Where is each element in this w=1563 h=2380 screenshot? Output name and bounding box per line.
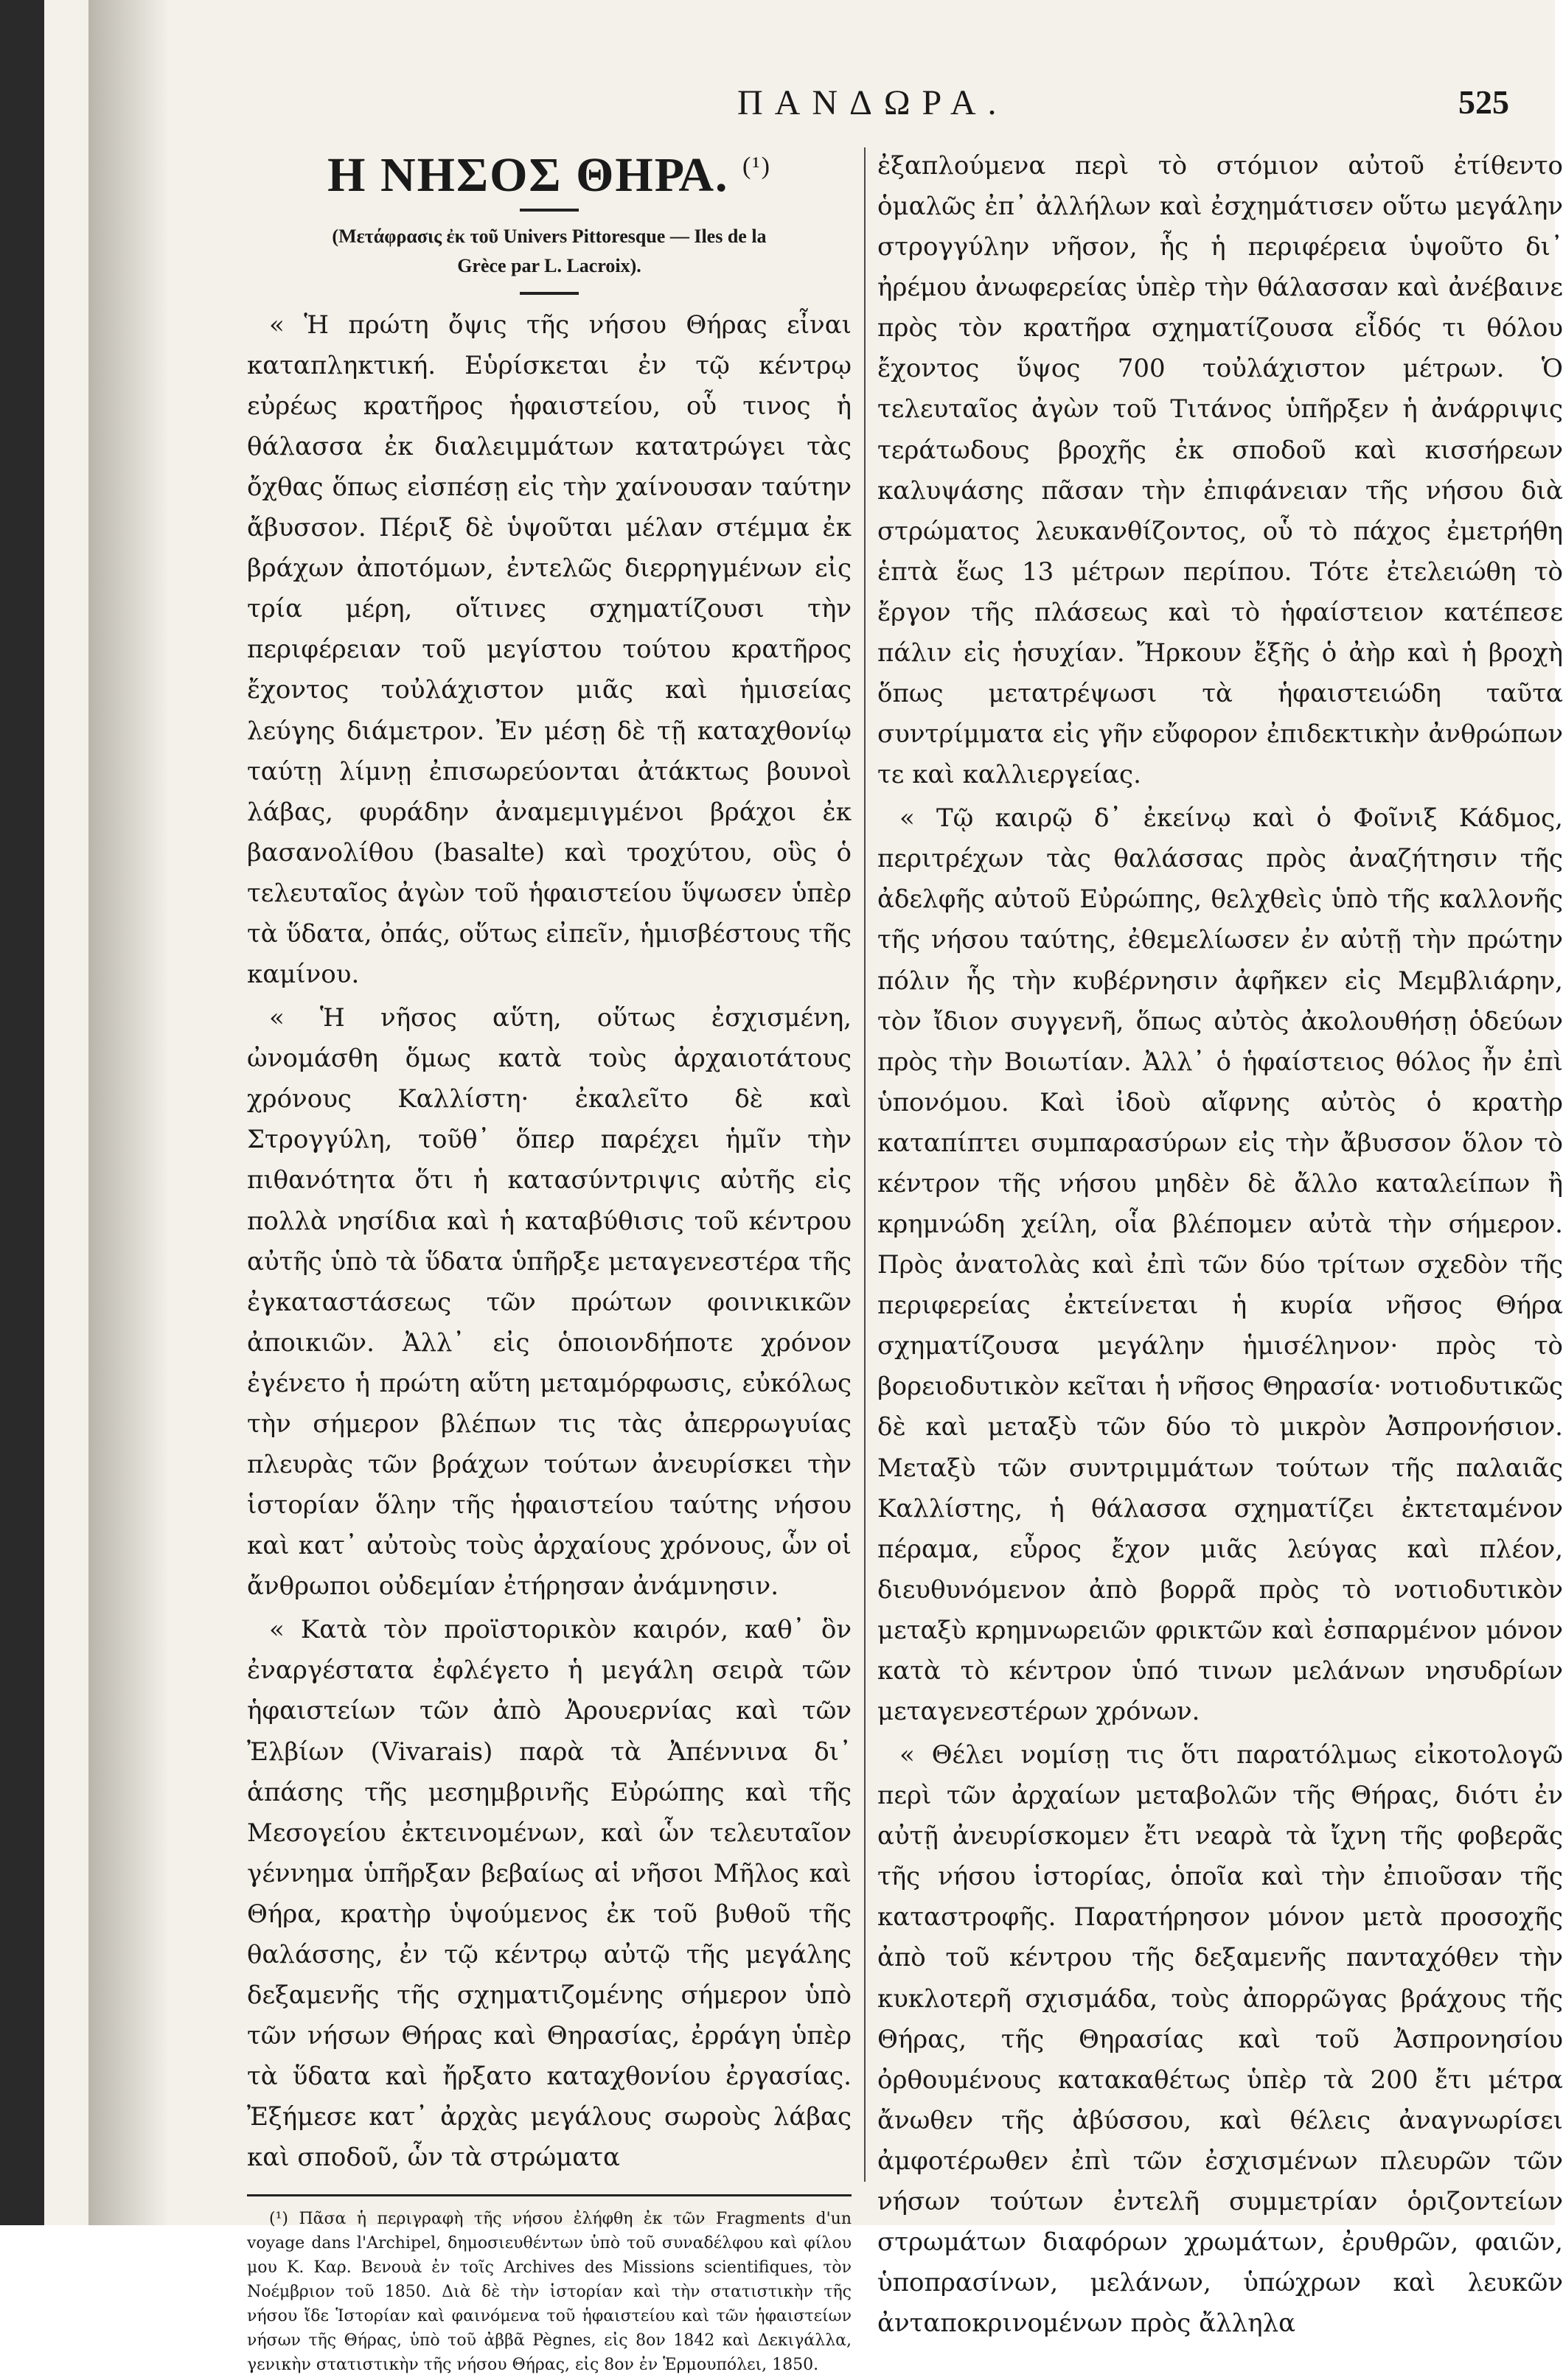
article-title-text: Η ΝΗΣΟΣ ΘΗΡΑ. <box>327 148 729 202</box>
right-column <box>877 146 1563 2347</box>
page-number: 525 <box>1458 83 1509 121</box>
column-divider <box>864 147 866 2182</box>
paragraph: ἐξαπλούμενα περὶ τὸ στόμιον αὐτοῦ ἐτίθεντο ὁμαλῶς ἐπ᾽ ἀλλήλων καὶ ἐσχημάτισεν οὕτω μεγάλην στρογγύλην νῆσον, ἧς ἡ περιφέρεια ὑψοῦτο δι᾽ ἠρέμου ἀνωφερείας ὑπὲρ τὴν θάλασσαν καὶ ἀνέβαινε πρὸς τὸν κρατῆρα σχηματίζουσα εἶδός τι θόλου ἔχοντος ὕψος 700 τοὐλάχιστον μέτρων. Ὁ τελευταῖος ἀγὼν τοῦ Τιτάνος ὑπῆρξεν ἡ ἀνάρριψις τεράτωδους βροχῆς ἐκ σποδοῦ καὶ κισσήρεων καλυψάσης πᾶσαν τὴν ἐπιφάνειαν τῆς νήσου διὰ στρώματος λευκανθίζοντος, οὗ τὸ πάχος ἐμετρήθη ἑπτὰ ἕως 13 μέτρων περίπου. Τότε ἐτελειώθη τὸ ἔργον τῆς πλάσεως καὶ τὸ ἡφαίστειον κατέπεσε πάλιν εἰς ἡσυχίαν. Ἤρκουν ἔξῆς ὁ ἀὴρ καὶ ἡ βροχὴ ὅπως μετατρέψωσι τὰ ἡφαιστειώδη ταῦτα συντρίμματα εἰς γῆν εὔφορον ἐπιδεκτικὴν ἀνθρώπων τε καὶ καλλιεργείας. <box>877 151 1563 790</box>
article-subtitle <box>247 222 852 282</box>
paragraph: « Τῷ καιρῷ δ᾽ ἐκείνῳ καὶ ὁ Φοῖνιξ Κάδμος, περιτρέχων τὰς θαλάσσας πρὸς ἀναζήτησιν τῆς ἀδελφῆς αὐτοῦ Εὐρώπης, θελχθεὶς ὑπὸ τῆς καλλονῆς τῆς νήσου ταύτης, ἐθεμελίωσεν ἐν αὐτῇ τὴν πρώτην πόλιν ἧς τὴν κυβέρνησιν ἀφῆκεν εἰς Μεμβλιάρην, τὸν ἴδιον συγγενῆ, ὅπως αὐτὸς ἀκολουθήσῃ ὁδεύων πρὸς τὴν Βοιωτίαν. Ἀλλ᾽ ὁ ἡφαίστειος θόλος ἦν ἐπὶ ὑπονόμου. Καὶ ἰδοὺ αἴφνης αὐτὸς ὁ κρατὴρ καταπίπτει συμπαρασύρων εἰς τὴν ἄβυσσον ὅλον τὸ κέντρον τῆς νήσου μηδὲν δὲ ἄλλο καταλείπων ἢ κρημνώδη χείλη, οἷα βλέπομεν αὐτὰ τὴν σήμερον. Πρὸς ἀνατολὰς καὶ ἐπὶ τῶν δύο τρίτων σχεδὸν τῆς περιφερείας ἐκτείνεται ἡ κυρία νῆσος Θήρα σχηματίζουσα μεγάλην ἡμισέληνον· πρὸς τὸ βορειοδυτικὸν κεῖται ἡ νῆσος Θηρασία· νοτιοδυτικῶς δὲ καὶ μεταξὺ τῶν δύο τὸ μικρὸν Ἀσπρονήσιον. Μεταξὺ τῶν συντριμμάτων τούτων τῆς παλαιᾶς Καλλίστης, ἡ θάλασσα σχηματίζει ἐκτεταμένον πέραμα, εὖρος ἔχον μιᾶς λεύγας καὶ πλέον, διευθυνόμενον ἀπὸ βορρᾶ πρὸς τὸ νοτιοδυτικὸν μεταξὺ κρημνωρειῶν φρικτῶν καὶ ἐσπαρμένον μόνον κατὰ τὸ κέντρον ὑπό τινων μελάνων νησυδρίων μεταγενεστέρων χρόνων. <box>877 803 1563 1726</box>
binding-shadow <box>88 0 170 2225</box>
subtitle-line: Grèce par L. Lacroix). <box>457 255 641 277</box>
paragraph: « Κατὰ τὸν προϊστορικὸν καιρόν, καθ᾽ ὃν ἐναργέστατα ἐφλέγετο ἡ μεγάλη σειρὰ τῶν ἡφαιστείων τῶν ἀπὸ Ἀρουερνίας καὶ τῶν Ἐλβίων (Vivarais) παρὰ τὰ Ἀπέννινα δι᾽ ἁπάσης τῆς μεσημβρινῆς Εὐρώπης καὶ τῆς Μεσογείου ἐκτεινομένων, καὶ ὧν τελευταῖον γέννημα ὑπῆρξαν βεβαίως αἱ νῆσοι Μῆλος καὶ Θήρα, κρατὴρ ὑψούμενος ἐκ τοῦ βυθοῦ τῆς θαλάσσης, ἐν τῷ κέντρῳ αὐτῷ τῆς μεγάλης δεξαμενῆς τῆς σχηματιζομένης σήμερον ὑπὸ τῶν νήσων Θήρας καὶ Θηρασίας, ἐρράγη ὑπὲρ τὰ ὕδατα καὶ ἤρξατο καταχθονίου ἐργασίας. Ἐξήμεσε κατ᾽ ἀρχὰς μεγάλους σωροὺς λάβας καὶ σποδοῦ, ὧν τὰ στρώματα <box>247 1615 852 2173</box>
paragraph: « Ἡ νῆσος αὕτη, οὕτως ἐσχισμένη, ὠνομάσθη ὅμως κατὰ τοὺς ἀρχαιοτάτους χρόνους Καλλίστη· ἐκαλεῖτο δὲ καὶ Στρογγύλη, τοῦθ᾽ ὅπερ παρέχει ἡμῖν τὴν πιθανότητα ὅτι ἡ κατασύντριψις αὐτῆς εἰς πολλὰ νησίδια καὶ ἡ καταβύθισις τοῦ κέντρου αὐτῆς ὑπὸ τὰ ὕδατα ὑπῆρξε μεταγενεστέρα τῆς ἐγκαταστάσεως τῶν πρώτων φοινικικῶν ἀποικιῶν. Ἀλλ᾽ εἰς ὁποιονδήποτε χρόνον ἐγένετο ἡ πρώτη αὕτη μεταμόρφωσις, εὐκόλως τὴν σήμερον βλέπων τις τὰς ἀπερρωγυίας πλευρὰς τῶν βράχων τούτων ἀνευρίσκει τὴν ἱστορίαν ὅλην τῆς ἡφαιστείου ταύτης νήσου καὶ κατ᾽ αὐτοὺς τοὺς ἀρχαίους χρόνους, ὧν οἱ ἄνθρωποι οὐδεμίαν ἐτήρησαν ἀνάμνησιν. <box>247 1003 852 1602</box>
title-footnote-marker: (¹) <box>742 153 771 180</box>
left-column <box>247 146 852 2380</box>
running-title: ΠΑΝΔΩΡΑ. <box>737 83 1009 122</box>
footnote-rule <box>247 2194 852 2196</box>
article-title <box>247 146 852 204</box>
paragraph: « Θέλει νομίσῃ τις ὅτι παρατόλμως εἰκοτολογῶ περὶ τῶν ἀρχαίων μεταβολῶν τῆς Θήρας, διότι ἐν αὐτῇ ἀνευρίσκομεν ἔτι νεαρὰ τὰ ἴχνη τῆς φοβερᾶς τῆς νήσου ἱστορίας, ὁποῖα καὶ τὴν ἐπιοῦσαν τῆς καταστροφῆς. Παρατήρησον μόνον μετὰ προσοχῆς ἀπὸ τοῦ κέντρου τῆς δεξαμενῆς πανταχόθεν τὴν κυκλοτερῆ σχισμάδα, τοὺς ἀπορρῶγας βράχους τῆς Θήρας, τῆς Θηρασίας καὶ τοῦ Ἀσπρονησίου ὀρθουμένους κατακαθέτως ὑπὲρ τὰ 200 ἔτι μέτρα ἄνωθεν τῆς ἀβύσσου, καὶ θέλεις ἀναγνωρίσει ἀμφοτέρωθεν ἐπὶ τῶν ἐσχισμένων πλευρῶν τῶν νήσων τούτων ἐντελῆ συμμετρίαν ὁριζοντείων στρωμάτων διαφόρων χρωμάτων, ἐρυθρῶν, φαιῶν, ὑποπρασίνων, μελάνων, ὑπώχρων καὶ λευκῶν ἀνταποκρινομένων πρὸς ἄλληλα <box>877 1740 1563 2339</box>
footnote: (¹) Πᾶσα ἡ περιγραφὴ τῆς νήσου ἐλήφθη ἐκ τῶν Fragments d'un voyage dans l'Archipel, δημοσιευθέντων ὑπὸ τοῦ συναδέλφου καὶ φίλου μου Κ. Καρ. Βενουὰ ἐν τοῖς Archives des Missions scientifiques, τὸν Νοέμβριον τοῦ 1850. Διὰ δὲ τὴν ἱστορίαν καὶ τὴν στατιστικὴν τῆς νήσου ἴδε Ἱστορίαν καὶ φαινόμενα τοῦ ἡφαιστείου καὶ τῶν ἡφαιστείων νήσων τῆς Θήρας, ὑπὸ τοῦ ἀββᾶ Pègnes, εἰς 8ον 1842 καὶ Δεκιγάλλα, γενικὴν στατιστικὴν τῆς νήσου Θήρας, εἰς 8ον ἐν Ἑρμουπόλει, 1850. <box>247 2210 852 2375</box>
subtitle-rule <box>520 292 579 295</box>
title-rule <box>520 209 579 212</box>
subtitle-line: (Μετάφρασις ἐκ τοῦ Univers Pittoresque — Iles de la <box>332 226 767 248</box>
paragraph: « Ἡ πρώτη ὄψις τῆς νήσου Θήρας εἶναι καταπληκτική. Εὑρίσκεται ἐν τῷ κέντρῳ εὐρέως κρατῆρος ἡφαιστείου, οὗ τινος ἡ θάλασσα ἐκ διαλειμμάτων κατατρώγει τὰς ὄχθας ὅπως εἰσπέσῃ εἰς τὴν χαίνουσαν ταύτην ἄβυσσον. Πέριξ δὲ ὑψοῦται μέλαν στέμμα ἐκ βράχων ἀποτόμων, ἐντελῶς διερρηγμένων εἰς τρία μέρη, οἵτινες σχηματίζουσι τὴν περιφέρειαν τοῦ μεγίστου τούτου κρατῆρος ἔχοντος τοὐλάχιστον μιᾶς καὶ ἡμισείας λεύγης διάμετρον. Ἐν μέσῃ δὲ τῇ καταχθονίῳ ταύτῃ λίμνῃ ἐπισωρεύονται ἀτάκτως βουνοὶ λάβας, φυράδην ἀναμεμιγμένοι βράχοι ἐκ βασανολίθου (basalte) καὶ τροχύτου, οὓς ὁ τελευταῖος ἀγὼν τοῦ ἡφαιστείου ὕψωσεν ὑπὲρ τὰ ὕδατα, ὀπάς, οὕτως εἰπεῖν, ἡμισβέστους τῆς καμίνου. <box>247 310 852 990</box>
